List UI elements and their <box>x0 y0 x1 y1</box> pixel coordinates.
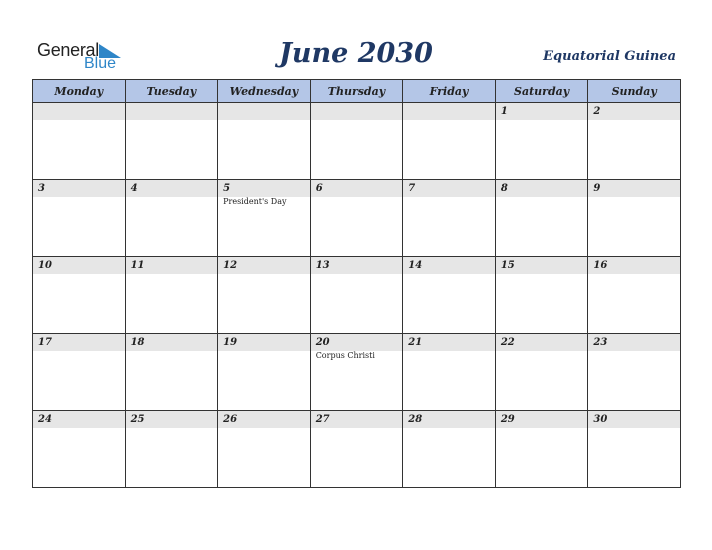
day-cell[interactable] <box>495 180 588 257</box>
day-cell[interactable] <box>33 334 126 411</box>
week-row <box>33 411 681 488</box>
day-number: 28 <box>403 411 495 428</box>
country-name: Equatorial Guinea <box>543 49 676 64</box>
day-cell[interactable] <box>588 180 681 257</box>
day-number: 8 <box>496 180 588 197</box>
holiday-label: President's Day <box>223 197 287 206</box>
weekday-header-row <box>33 80 681 103</box>
day-cell[interactable] <box>495 411 588 488</box>
day-number: 18 <box>126 334 218 351</box>
day-cell[interactable] <box>403 180 496 257</box>
day-cell[interactable] <box>403 334 496 411</box>
weekday-header: Thursday <box>310 80 403 103</box>
day-cell[interactable] <box>495 103 588 180</box>
day-cell[interactable] <box>33 180 126 257</box>
day-number: 23 <box>588 334 680 351</box>
day-number: 6 <box>311 180 403 197</box>
day-cell[interactable] <box>310 103 403 180</box>
day-cell[interactable] <box>218 334 311 411</box>
day-number <box>126 103 218 120</box>
day-cell[interactable] <box>125 411 218 488</box>
day-number: 15 <box>496 257 588 274</box>
day-cell[interactable] <box>310 334 403 411</box>
day-number: 2 <box>588 103 680 120</box>
day-number: 29 <box>496 411 588 428</box>
day-number: 13 <box>311 257 403 274</box>
day-cell[interactable] <box>310 411 403 488</box>
day-cell[interactable] <box>403 411 496 488</box>
day-number: 22 <box>496 334 588 351</box>
day-number <box>33 103 125 120</box>
day-number: 27 <box>311 411 403 428</box>
calendar-title: June 2030 <box>279 38 433 69</box>
day-number: 16 <box>588 257 680 274</box>
day-cell[interactable] <box>588 411 681 488</box>
day-number: 11 <box>126 257 218 274</box>
day-cell[interactable] <box>125 103 218 180</box>
logo-word-blue: Blue <box>84 55 117 72</box>
day-number <box>311 103 403 120</box>
day-cell[interactable] <box>33 103 126 180</box>
day-number: 21 <box>403 334 495 351</box>
weekday-header: Wednesday <box>218 80 311 103</box>
day-cell[interactable] <box>218 257 311 334</box>
day-cell[interactable] <box>218 103 311 180</box>
weekday-header: Saturday <box>495 80 588 103</box>
day-number: 17 <box>33 334 125 351</box>
day-cell[interactable] <box>310 257 403 334</box>
day-cell[interactable] <box>495 334 588 411</box>
weekday-header: Friday <box>403 80 496 103</box>
day-cell[interactable] <box>588 334 681 411</box>
day-cell[interactable] <box>310 180 403 257</box>
day-number <box>218 103 310 120</box>
day-cell[interactable] <box>125 180 218 257</box>
day-number: 25 <box>126 411 218 428</box>
day-number: 20 <box>311 334 403 351</box>
day-cell[interactable] <box>588 103 681 180</box>
day-cell[interactable] <box>125 257 218 334</box>
day-number: 4 <box>126 180 218 197</box>
day-cell[interactable] <box>218 180 311 257</box>
weekday-header: Monday <box>33 80 126 103</box>
week-row <box>33 103 681 180</box>
logo-word-general: General <box>37 40 99 60</box>
day-number: 3 <box>33 180 125 197</box>
day-cell[interactable] <box>403 103 496 180</box>
calendar-grid <box>32 79 681 488</box>
day-cell[interactable] <box>403 257 496 334</box>
holiday-label: Corpus Christi <box>315 351 375 360</box>
day-number: 10 <box>33 257 125 274</box>
day-number: 7 <box>403 180 495 197</box>
day-number: 1 <box>496 103 588 120</box>
day-cell[interactable] <box>495 257 588 334</box>
day-number: 9 <box>588 180 680 197</box>
week-row <box>33 334 681 411</box>
day-number: 12 <box>218 257 310 274</box>
calendar-weeks <box>33 103 681 488</box>
day-number: 26 <box>218 411 310 428</box>
day-number: 19 <box>218 334 310 351</box>
day-cell[interactable] <box>218 411 311 488</box>
day-number: 30 <box>588 411 680 428</box>
day-cell[interactable] <box>33 411 126 488</box>
weekday-header: Tuesday <box>125 80 218 103</box>
day-cell[interactable] <box>33 257 126 334</box>
day-cell[interactable] <box>125 334 218 411</box>
week-row <box>33 257 681 334</box>
day-number: 5 <box>218 180 310 197</box>
weekday-header: Sunday <box>588 80 681 103</box>
day-cell[interactable] <box>588 257 681 334</box>
day-number: 24 <box>33 411 125 428</box>
day-number <box>403 103 495 120</box>
week-row <box>33 180 681 257</box>
day-number: 14 <box>403 257 495 274</box>
